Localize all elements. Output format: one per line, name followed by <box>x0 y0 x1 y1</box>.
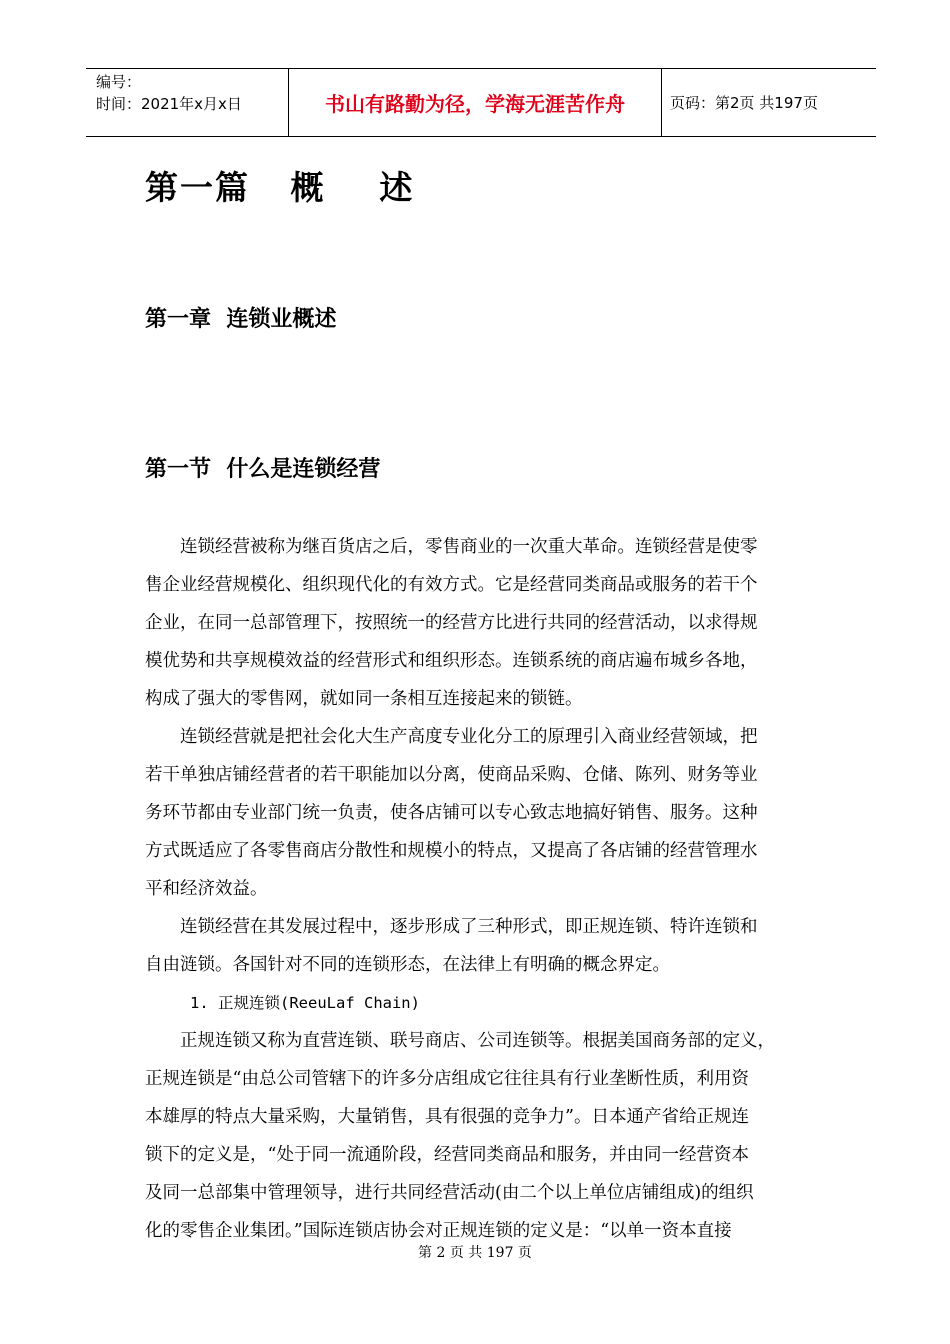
text-line: 本雄厚的特点大量采购，大量销售，具有很强的竞争力”。日本通产省给正规连 <box>145 1107 749 1127</box>
header-motto: 书山有路勤为径，学海无涯苦作舟 <box>288 69 662 136</box>
text-line: 连锁经营被称为继百货店之后，零售商业的一次重大革命。连锁经营是使零 <box>180 537 758 557</box>
page-header <box>86 68 876 137</box>
text-line: 售企业经营规模化、组织现代化的有效方式。它是经营同类商品或服务的若干个 <box>145 575 758 595</box>
header-meta <box>86 69 288 136</box>
header-page-info: 页码：第2页 共197页 <box>670 94 818 112</box>
text-line: 构成了强大的零售网，就如同一条相互连接起来的锁链。 <box>145 689 583 709</box>
text-line: 务环节都由专业部门统一负责，使各店铺可以专心致志地搞好销售、服务。这种 <box>145 803 758 823</box>
text-line: 模优势和共享规模效益的经营形式和组织形态。连锁系统的商店遍布城乡各地， <box>145 651 758 671</box>
text-line: 方式既适应了各零售商店分散性和规模小的特点，又提高了各店铺的经营管理水 <box>145 841 758 861</box>
number-label: 编号： <box>96 73 142 91</box>
part-title: 第一篇 概 述 <box>145 168 415 207</box>
body-text <box>145 528 825 1250</box>
text-line: 自由涟锁。各国针对不同的连锁形态，在法律上有明确的概念界定。 <box>145 955 670 975</box>
text-line: 及同一总部集中管理领导，进行共同经营活动(由二个以上单位店铺组成)的组织 <box>145 1183 754 1203</box>
text-line: 连锁经营在其发展过程中，逐步形成了三种形式，即正规连锁、特许连锁和 <box>180 917 758 937</box>
text-line: 正规连锁是“由总公司管辖下的许多分店组成它往往具有行业垄断性质，利用资 <box>145 1069 749 1089</box>
text-line: 化的零售企业集团。”国际连锁店协会对正规连锁的定义是：“以单一资本直接 <box>145 1221 732 1241</box>
text-line: 正规连锁又称为直营连锁、联号商店、公司连锁等。根据美国商务部的定义， <box>180 1031 775 1051</box>
text-line: 企业，在同一总部管理下，按照统一的经营方比进行共同的经营活动，以求得规 <box>145 613 758 633</box>
section-title: 第一节 什么是连锁经营 <box>145 457 381 482</box>
list-heading: 1. 正规连锁(ReeuLaf Chain) <box>190 994 420 1012</box>
page-footer: 第 2 页 共 197 页 <box>418 1245 532 1261</box>
text-line: 连锁经营就是把社会化大生产高度专业化分工的原理引入商业经营领域，把 <box>180 727 758 747</box>
date-label: 时间：2021年x月x日 <box>96 95 242 113</box>
chapter-title: 第一章 连锁业概述 <box>145 307 337 332</box>
text-line: 锁下的定义是，“处于同一流通阶段，经营同类商品和服务，并由同一经营资本 <box>145 1145 749 1165</box>
text-line: 平和经济效益。 <box>145 879 268 899</box>
text-line: 若干单独店铺经营者的若干职能加以分离，使商品采购、仓储、陈列、财务等业 <box>145 765 758 785</box>
